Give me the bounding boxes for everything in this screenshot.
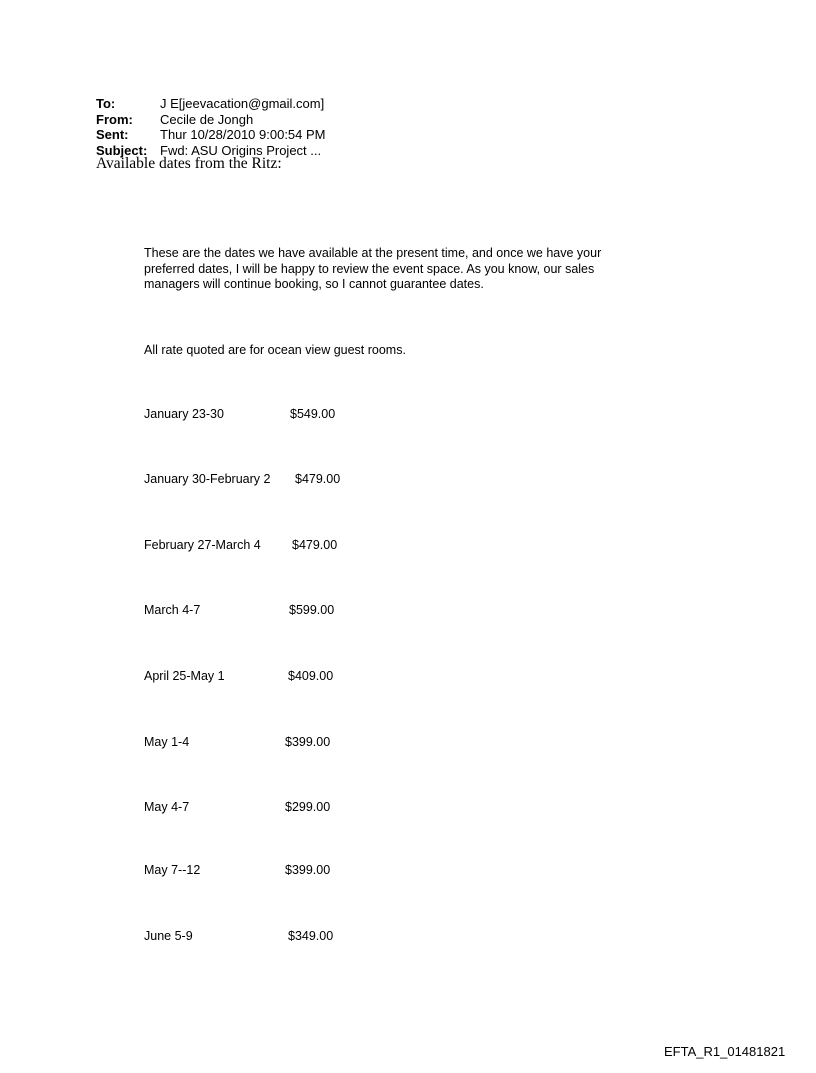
availability-paragraph: These are the dates we have available at the present time, and once we have your preferred dates, I will be happy to review the event space. As you know, our sales managers will continue booking, so I cannot guarantee dates. (144, 246, 602, 291)
rate-dates: January 30-February 2 (144, 472, 271, 486)
rate-price: $349.00 (288, 929, 334, 943)
rate-dates: May 4-7 (144, 800, 190, 814)
intro-text: Available dates from the Ritz: (96, 155, 282, 172)
to-row (96, 96, 326, 112)
from-value: Cecile de Jongh (160, 111, 254, 127)
email-header (96, 96, 326, 158)
document-id: EFTA_R1_01481821 (664, 1044, 786, 1059)
to-label: To: (96, 96, 116, 111)
rate-price: $599.00 (289, 603, 335, 617)
rate-dates: March 4-7 (144, 603, 201, 617)
rate-dates: June 5-9 (144, 929, 193, 943)
rate-price: $409.00 (288, 669, 334, 683)
rate-dates: February 27-March 4 (144, 538, 261, 552)
sent-value: Thur 10/28/2010 9:00:54 PM (160, 127, 326, 142)
rate-price: $479.00 (295, 472, 341, 486)
rate-price: $399.00 (285, 735, 331, 749)
to-value: J E[jeevacation@gmail.com] (160, 96, 325, 111)
subject-value: Fwd: ASU Origins Project ... (160, 142, 322, 158)
rate-dates: January 23-30 (144, 407, 224, 421)
subject-label: Subject: (96, 142, 148, 158)
rate-dates: May 1-4 (144, 735, 190, 749)
rate-dates: May 7--12 (144, 863, 201, 877)
sent-label: Sent: (96, 127, 129, 142)
rate-dates: April 25-May 1 (144, 669, 225, 683)
rate-price: $299.00 (285, 800, 331, 814)
from-label: From: (96, 111, 133, 127)
sent-row (96, 127, 326, 143)
rate-price: $479.00 (292, 538, 338, 552)
rate-price: $549.00 (290, 407, 336, 421)
rate-price: $399.00 (285, 863, 331, 877)
from-row (96, 112, 326, 128)
rates-note: All rate quoted are for ocean view guest rooms. (144, 343, 406, 357)
